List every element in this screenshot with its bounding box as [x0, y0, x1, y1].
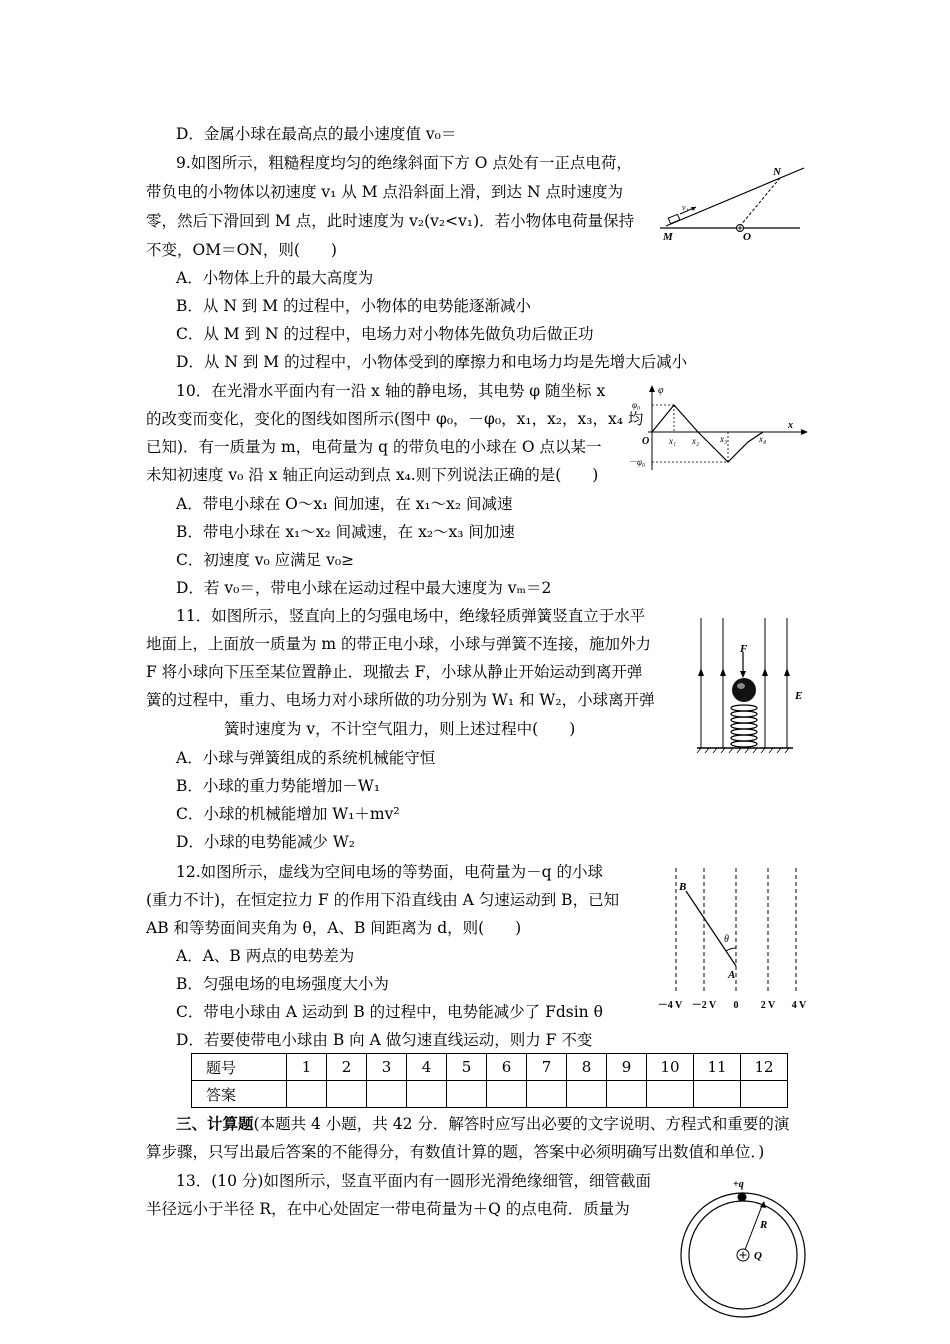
q9-option-b: B．从 N 到 M 的过程中，小物体的电势能逐渐减小 — [176, 297, 532, 315]
question-number-cell: 11 — [694, 1054, 741, 1081]
table-row — [192, 1081, 788, 1108]
q12-label-theta: θ — [724, 934, 729, 945]
answer-cell[interactable] — [694, 1081, 741, 1108]
q10-stem-3: 已知)．有一质量为 m，电荷量为 q 的带负电的小球在 O 点以某一 — [146, 438, 602, 456]
question-number-cell: 12 — [741, 1054, 788, 1081]
q10-option-d: D．若 v₀＝，带电小球在运动过程中最大速度为 vₘ＝2 — [176, 579, 552, 597]
question-number-cell: 6 — [487, 1054, 527, 1081]
q10-label-x3: x₃ — [720, 434, 728, 444]
q12-potential-label: －2 V — [691, 1000, 717, 1011]
q9-figure — [658, 160, 808, 245]
section3-title: 三、计算题 — [176, 1114, 254, 1133]
answer-cell[interactable] — [527, 1081, 567, 1108]
q13-stem-1: 13．(10 分)如图所示，竖直平面内有一圆形光滑绝缘细管，细管截面 — [176, 1172, 651, 1190]
answer-cell[interactable] — [647, 1081, 694, 1108]
answer-table — [191, 1053, 788, 1108]
table-row-label: 题号 — [192, 1054, 287, 1081]
q9-label-m: M — [663, 231, 673, 243]
q11-stem-5: 簧时速度为 v，不计空气阻力，则上述过程中( ) — [224, 720, 576, 738]
q10-label-phi0: φ₀ — [632, 400, 641, 410]
q10-label-x4: x₄ — [759, 434, 767, 444]
q9-stem-1: 9.如图所示，粗糙程度均匀的绝缘斜面下方 O 点处有一正点电荷， — [176, 154, 632, 172]
question-number-cell: 8 — [567, 1054, 607, 1081]
q9-stem-3: 零，然后下滑回到 M 点，此时速度为 v₂(v₂<v₁)．若小物体电荷量保持 — [146, 212, 635, 230]
q12-stem-2: (重力不计)，在恒定拉力 F 的作用下沿直线由 A 匀速运动到 B，已知 — [146, 891, 620, 909]
q12-option-d: D．若要使带电小球由 B 向 A 做匀速直线运动，则力 F 不变 — [176, 1031, 593, 1049]
q11-stem-3: F 将小球向下压至某位置静止．现撤去 F，小球从静止开始运动到离开弹 — [146, 663, 643, 681]
answer-cell[interactable] — [287, 1081, 327, 1108]
q11-stem-1: 11．如图所示，竖直向上的匀强电场中，绝缘轻质弹簧竖直立于水平 — [176, 607, 646, 625]
q11-label-e: E — [795, 690, 803, 702]
question-number-cell: 5 — [447, 1054, 487, 1081]
section3-intro-2: 算步骤，只写出最后答案的不能得分，有数值计算的题，答案中必须明确写出数值和单位．) — [146, 1143, 765, 1161]
q10-label-o: O — [642, 436, 650, 447]
q13-figure — [675, 1172, 815, 1340]
q12-figure — [654, 866, 814, 1014]
answer-cell[interactable] — [327, 1081, 367, 1108]
q10-label-neg-phi0: －φ₀ — [628, 457, 646, 467]
q11-stem-2: 地面上，上面放一质量为 m 的带正电小球，小球与弹簧不连接，施加外力 — [146, 635, 652, 653]
question-number-cell: 10 — [647, 1054, 694, 1081]
question-number-cell: 9 — [607, 1054, 647, 1081]
question-number-cell: 3 — [367, 1054, 407, 1081]
q10-option-c: C．初速度 v₀ 应满足 v₀≥ — [176, 551, 355, 569]
answer-cell[interactable] — [607, 1081, 647, 1108]
q11-option-c: C．小球的机械能增加 W₁＋mv² — [176, 805, 400, 823]
q9-option-d: D．从 N 到 M 的过程中，小物体受到的摩擦力和电场力均是先增大后减小 — [176, 353, 688, 371]
q10-stem-4: 未知初速度 v₀ 沿 x 轴正向运动到点 x₄.则下列说法正确的是( ) — [146, 466, 599, 484]
q10-label-x1: x₁ — [669, 436, 677, 446]
question-number-cell: 2 — [327, 1054, 367, 1081]
q12-option-a: A．A、B 两点的电势差为 — [176, 947, 355, 965]
q12-stem-1: 12.如图所示，虚线为空间电场的等势面，电荷量为－q 的小球 — [176, 863, 604, 881]
answer-cell[interactable] — [367, 1081, 407, 1108]
q9-stem-2: 带负电的小物体以初速度 v₁ 从 M 点沿斜面上滑，到达 N 点时速度为 — [146, 183, 623, 201]
q12-potential-label: －4 V — [657, 1000, 683, 1011]
answer-cell[interactable] — [487, 1081, 527, 1108]
q10-option-a: A．带电小球在 O～x₁ 间加速，在 x₁～x₂ 间减速 — [176, 495, 513, 513]
q12-potential-label: 0 — [733, 1000, 739, 1011]
q8-option-d: D．金属小球在最高点的最小速度值 v₀＝ — [176, 125, 457, 143]
q11-option-b: B．小球的重力势能增加－W₁ — [176, 777, 381, 795]
section3-intro-1 — [176, 1114, 789, 1134]
q10-option-b: B．带电小球在 x₁～x₂ 间减速，在 x₂～x₃ 间加速 — [176, 523, 515, 541]
q9-option-c: C．从 M 到 N 的过程中，电场力对小物体先做负功后做正功 — [176, 325, 594, 343]
question-number-cell: 1 — [287, 1054, 327, 1081]
answer-cell[interactable] — [567, 1081, 607, 1108]
q13-label-bigq: Q — [754, 1250, 762, 1262]
q10-figure — [628, 382, 813, 472]
q10-label-phi: φ — [658, 385, 664, 396]
q13-stem-2: 半径远小于半径 R，在中心处固定一带电荷量为＋Q 的点电荷．质量为 — [146, 1200, 630, 1218]
q11-option-a: A．小球与弹簧组成的系统机械能守恒 — [176, 749, 436, 767]
q9-label-n: N — [773, 166, 781, 178]
q11-stem-4: 簧的过程中，重力、电场力对小球所做的功分别为 W₁ 和 W₂，小球离开弹 — [146, 691, 655, 709]
q11-figure — [695, 612, 810, 754]
q10-stem-1: 10．在光滑水平面内有一沿 x 轴的静电场，其电势 φ 随坐标 x — [176, 382, 606, 400]
q13-label-r: R — [760, 1219, 768, 1231]
answer-cell[interactable] — [741, 1081, 788, 1108]
q12-potential-label: 2 V — [760, 1000, 776, 1011]
q10-label-x2: x₂ — [692, 436, 700, 446]
q9-label-o: O — [743, 231, 751, 243]
answer-cell[interactable] — [407, 1081, 447, 1108]
q11-option-d: D．小球的电势能减少 W₂ — [176, 833, 355, 851]
q12-option-c: C．带电小球由 A 运动到 B 的过程中，电势能减少了 Fdsin θ — [176, 1003, 603, 1021]
question-number-cell: 4 — [407, 1054, 447, 1081]
question-number-cell: 7 — [527, 1054, 567, 1081]
q12-label-b: B — [679, 881, 687, 893]
q13-label-q: +q — [733, 1179, 744, 1190]
answer-cell[interactable] — [447, 1081, 487, 1108]
table-row — [192, 1054, 788, 1081]
q9-stem-4: 不变，OM＝ON，则( ) — [146, 241, 337, 259]
q9-label-v1: v₁ — [682, 203, 689, 212]
section3-text: (本题共 4 小题，共 42 分．解答时应写出必要的文字说明、方程式和重要的演 — [253, 1115, 790, 1133]
q12-label-a: A — [728, 969, 736, 981]
table-row-label: 答案 — [192, 1081, 287, 1108]
q10-label-x: x — [788, 420, 793, 431]
q12-stem-3: AB 和等势面间夹角为 θ，A、B 间距离为 d，则( ) — [146, 919, 522, 937]
q12-potential-label: 4 V — [791, 1000, 807, 1011]
q11-label-f: F — [740, 643, 748, 655]
q9-option-a: A．小物体上升的最大高度为 — [176, 269, 374, 287]
q12-option-b: B．匀强电场的电场强度大小为 — [176, 975, 389, 993]
q10-stem-2: 的改变而变化，变化的图线如图所示(图中 φ₀，－φ₀，x₁，x₂，x₃，x₄ 均 — [146, 410, 644, 428]
